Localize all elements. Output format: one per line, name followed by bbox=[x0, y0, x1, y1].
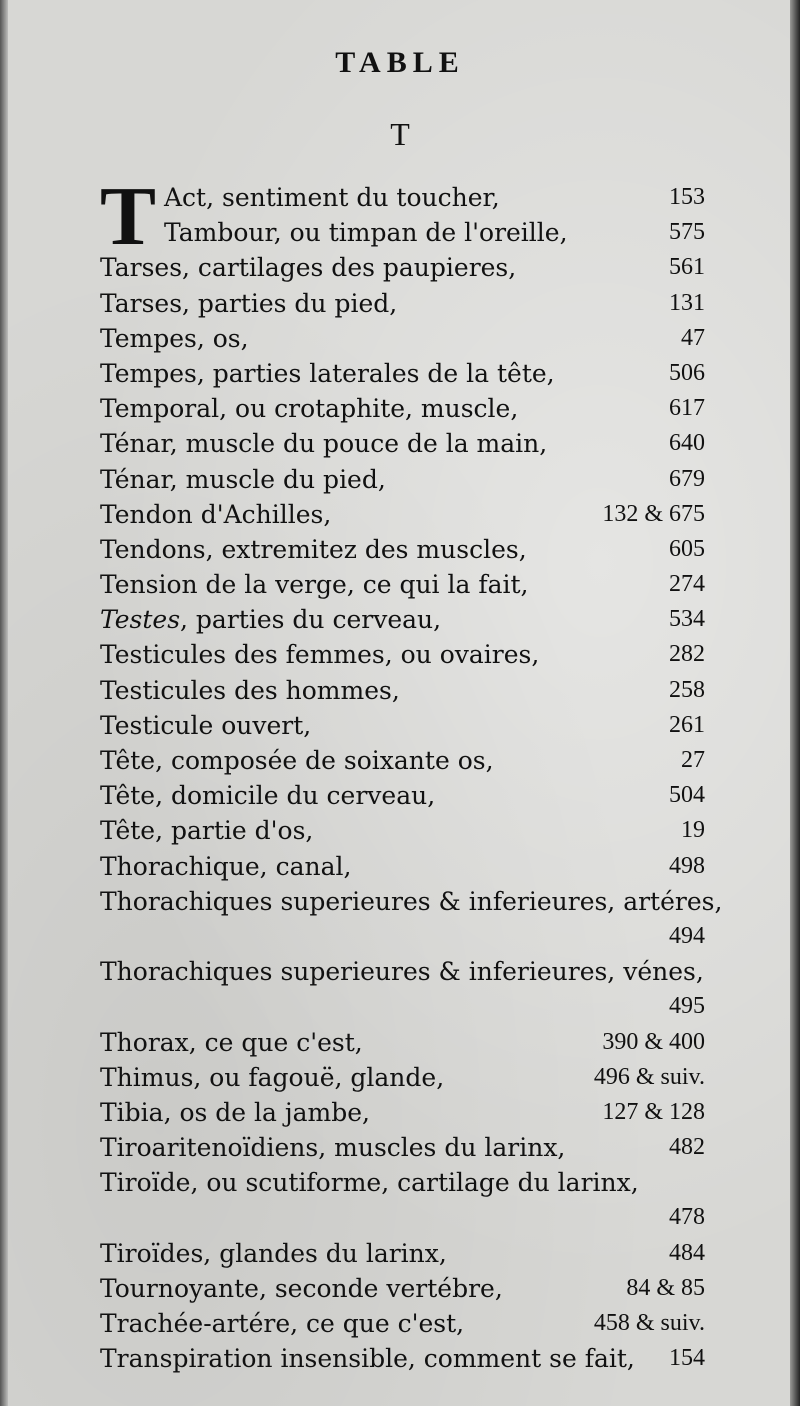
entry-text: Tiroaritenoïdiens, muscles du larinx, bbox=[100, 1133, 566, 1163]
index-entry bbox=[100, 743, 705, 778]
index-entry bbox=[100, 1165, 705, 1235]
index-entry bbox=[100, 1095, 705, 1130]
entry-page: 131 bbox=[669, 289, 705, 316]
index-entry bbox=[100, 813, 705, 848]
entry-text: Tambour, ou timpan de l'oreille, bbox=[164, 218, 568, 248]
entry-page: 258 bbox=[669, 676, 705, 703]
index-entry bbox=[100, 497, 705, 532]
entry-text: Thorax, ce que c'est, bbox=[100, 1027, 363, 1057]
entry-text: Thorachiques superieures & inferieures, vénes, bbox=[100, 957, 704, 987]
index-entry bbox=[100, 215, 705, 250]
index-entry bbox=[100, 1271, 705, 1306]
entry-text: Tête, composée de soixante os, bbox=[100, 746, 494, 775]
entry-text: Ténar, muscle du pouce de la main, bbox=[100, 429, 548, 459]
index-entry bbox=[100, 426, 705, 461]
entry-text: Tendons, extremitez des muscles, bbox=[100, 534, 527, 564]
entry-page: 84 & 85 bbox=[626, 1274, 705, 1301]
entry-text: Thorachiques superieures & inferieures, artéres, bbox=[100, 886, 723, 916]
index-entry bbox=[100, 250, 705, 285]
entry-page: 605 bbox=[669, 535, 705, 562]
entry-text: Trachée-artére, ce que c'est, bbox=[100, 1309, 465, 1339]
entry-text: Thimus, ou fagouë, glande, bbox=[100, 1062, 445, 1092]
index-entry bbox=[100, 321, 705, 356]
index-entry bbox=[100, 462, 705, 497]
index-entry bbox=[100, 532, 705, 567]
entry-page: 154 bbox=[669, 1345, 705, 1372]
entry-page: 534 bbox=[669, 606, 705, 633]
entry-page: 484 bbox=[669, 1239, 705, 1266]
index-entries bbox=[100, 170, 723, 1376]
entry-text: Tarses, cartilages des paupieres, bbox=[100, 253, 517, 283]
index-entry bbox=[100, 954, 705, 1024]
entry-page: 482 bbox=[669, 1134, 705, 1161]
entry-text: Tiroïdes, glandes du larinx, bbox=[100, 1238, 447, 1268]
entry-page: 506 bbox=[669, 359, 705, 386]
entry-text: Ténar, muscle du pied, bbox=[100, 464, 386, 494]
entry-text: Act, sentiment du toucher, bbox=[164, 183, 500, 212]
entry-text: Tension de la verge, ce qui la fait, bbox=[100, 570, 529, 600]
index-entry bbox=[100, 1341, 705, 1376]
entry-text: Testicules des hommes, bbox=[100, 675, 400, 705]
index-entry bbox=[100, 286, 705, 321]
entry-text: Thorachique, canal, bbox=[100, 851, 352, 881]
entry-page: 27 bbox=[681, 747, 705, 773]
entry-text: Testicules des femmes, ou ovaires, bbox=[100, 640, 540, 670]
entry-page: 127 & 128 bbox=[602, 1098, 705, 1125]
index-entry bbox=[100, 849, 705, 884]
entry-page: 561 bbox=[669, 254, 705, 281]
entry-page: 575 bbox=[669, 219, 705, 246]
entry-text: Temporal, ou crotaphite, muscle, bbox=[100, 394, 519, 424]
entry-page: 494 bbox=[669, 922, 705, 949]
entry-text: Tempes, parties laterales de la tête, bbox=[100, 358, 555, 388]
index-entry bbox=[100, 602, 705, 637]
entry-page: 274 bbox=[669, 571, 705, 598]
entry-page: 504 bbox=[669, 782, 705, 809]
drop-cap: T bbox=[100, 170, 157, 263]
index-entry bbox=[100, 1025, 705, 1060]
entry-text: Transpiration insensible, comment se fait, bbox=[100, 1344, 635, 1374]
entry-text: Testes, parties du cerveau, bbox=[100, 605, 442, 635]
entry-page: 458 & suiv. bbox=[593, 1310, 705, 1337]
entry-page: 47 bbox=[681, 324, 705, 351]
index-entry bbox=[100, 884, 723, 954]
entry-page: 498 bbox=[669, 852, 705, 879]
index-entry bbox=[100, 778, 705, 813]
index-entry bbox=[100, 1130, 705, 1165]
entry-page: 390 & 400 bbox=[602, 1028, 705, 1055]
index-entry bbox=[100, 637, 705, 672]
index-entry bbox=[100, 673, 705, 708]
index-entry bbox=[100, 356, 705, 391]
index-entry bbox=[100, 1236, 705, 1271]
index-entry bbox=[100, 567, 705, 602]
entry-page: 132 & 675 bbox=[602, 500, 705, 527]
index-entry bbox=[100, 708, 705, 743]
entry-page: 478 bbox=[669, 1204, 705, 1231]
entry-text: Tiroïde, ou scutiforme, cartilage du larinx, bbox=[100, 1168, 639, 1198]
entry-page: 640 bbox=[669, 430, 705, 457]
entry-page: 496 & suiv. bbox=[593, 1063, 705, 1090]
entry-page: 282 bbox=[669, 641, 705, 668]
entry-text: Tête, partie d'os, bbox=[100, 816, 314, 846]
entry-text: Tournoyante, seconde vertébre, bbox=[100, 1273, 503, 1303]
entry-page: 495 bbox=[669, 993, 705, 1020]
entry-text: Testicule ouvert, bbox=[100, 710, 312, 740]
entry-page: 19 bbox=[681, 817, 705, 844]
page-right-edge bbox=[790, 0, 800, 1406]
entry-text: Tendon d'Achilles, bbox=[100, 499, 332, 529]
section-letter: T bbox=[390, 116, 410, 152]
index-entry bbox=[100, 1306, 705, 1341]
index-entry bbox=[100, 180, 705, 215]
index-entry bbox=[100, 391, 705, 426]
entry-text: Tibia, os de la jambe, bbox=[100, 1097, 370, 1127]
page-left-edge bbox=[0, 0, 8, 1406]
entry-text: Tarses, parties du pied, bbox=[100, 288, 398, 318]
entry-text: Tempes, os, bbox=[100, 323, 249, 353]
index-entry bbox=[100, 1060, 705, 1095]
entry-page: 153 bbox=[669, 184, 705, 210]
entry-page: 679 bbox=[669, 465, 705, 492]
running-head: TABLE bbox=[335, 46, 465, 79]
entry-page: 617 bbox=[669, 395, 705, 422]
entry-page: 261 bbox=[669, 711, 705, 738]
entry-text: Tête, domicile du cerveau, bbox=[100, 781, 436, 811]
